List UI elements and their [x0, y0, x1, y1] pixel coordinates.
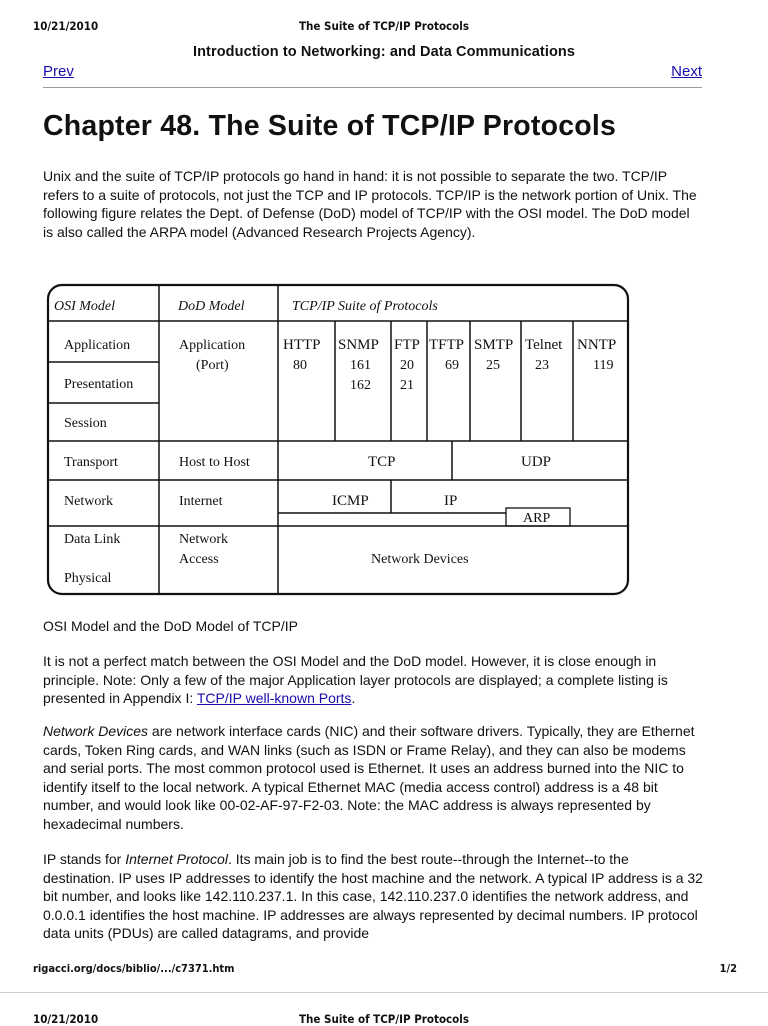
- osi-application: Application: [64, 338, 131, 353]
- proto-udp: UDP: [521, 454, 552, 470]
- dod-application: Application: [179, 338, 246, 353]
- proto-icmp: ICMP: [332, 493, 369, 509]
- paragraph-ip-lead: IP stands for: [43, 851, 126, 867]
- proto-arp: ARP: [523, 511, 551, 526]
- port-http: 80: [293, 358, 307, 373]
- prev-link[interactable]: Prev: [43, 63, 74, 80]
- port-snmp-2: 162: [350, 378, 371, 393]
- osi-network: Network: [64, 494, 113, 509]
- osi-transport: Transport: [64, 455, 118, 470]
- port-nntp: 119: [593, 358, 614, 373]
- header-divider: [43, 87, 702, 88]
- footer-page-number: 1/2: [719, 962, 737, 975]
- osi-session: Session: [64, 416, 107, 431]
- footer-url: rigacci.org/docs/biblio/.../c7371.htm: [33, 962, 235, 975]
- print-date: 10/21/2010: [33, 19, 99, 33]
- port-ftp-2: 21: [400, 378, 414, 393]
- next-link[interactable]: Next: [671, 63, 702, 80]
- header-tcpip-suite: TCP/IP Suite of Protocols: [292, 299, 438, 314]
- network-devices-label: Network Devices: [371, 552, 469, 567]
- proto-ip: IP: [444, 493, 458, 509]
- dod-network-access-line1: Network: [179, 532, 228, 547]
- port-snmp-1: 161: [350, 358, 371, 373]
- osi-dod-figure: [46, 283, 630, 596]
- port-tftp: 69: [445, 358, 459, 373]
- paragraph-network-devices-text: are network interface cards (NIC) and their software drivers. Typically, they are Ethernet cards, Token Ring cards, and WAN links (such as ISDN or Frame Relay), and they can also be modems and serial ports. The most common protocol used is Ethernet. It uses an address burned into the NIC to identify itself to the local network. A typical Ethernet MAC (media access control) address is a 48 bit number, and would look like 00-02-AF-97-F2-03. Note: the MAC address is always represented by hexadecimal numbers.: [43, 723, 695, 832]
- tcpip-well-known-ports-link[interactable]: TCP/IP well-known Ports: [196, 690, 352, 707]
- osi-physical: Physical: [64, 571, 112, 586]
- dod-application-port: (Port): [196, 358, 229, 373]
- osi-presentation: Presentation: [64, 377, 134, 392]
- proto-telnet: Telnet: [525, 337, 563, 353]
- book-title: Introduction to Networking: and Data Communications: [192, 44, 576, 60]
- proto-smtp: SMTP: [474, 337, 514, 353]
- dod-internet: Internet: [179, 494, 223, 509]
- osi-datalink: Data Link: [64, 532, 121, 547]
- term-network-devices: Network Devices: [43, 723, 149, 739]
- port-smtp: 25: [486, 358, 500, 373]
- port-telnet: 23: [535, 358, 549, 373]
- paragraph-appendix: [43, 652, 703, 708]
- print-title: The Suite of TCP/IP Protocols: [298, 19, 469, 33]
- header-dod-model: DoD Model: [178, 299, 245, 314]
- dod-network-access-line2: Access: [179, 552, 219, 567]
- port-ftp-1: 20: [400, 358, 414, 373]
- intro-paragraph: Unix and the suite of TCP/IP protocols go hand in hand: it is not possible to separate the two. TCP/IP refers to a suite of protocols, not just the TCP and IP protocols. TCP/IP is the network portion of Unix. The following figure relates the Dept. of Defense (DoD) model of TCP/IP with the OSI model. The DoD model is also called the ARPA model (Advanced Research Projects Agency).: [43, 168, 697, 240]
- dod-host-to-host: Host to Host: [179, 455, 250, 470]
- figure-caption: OSI Model and the DoD Model of TCP/IP: [43, 618, 298, 634]
- next-page-title: The Suite of TCP/IP Protocols: [298, 1012, 469, 1026]
- proto-nntp: NNTP: [577, 337, 617, 353]
- paragraph-appendix-end: .: [351, 690, 356, 707]
- proto-tcp: TCP: [368, 454, 396, 470]
- paragraph-appendix-text: It is not a perfect match between the OSI Model and the DoD model. However, it is close enough in principle. Note: Only a few of the major Application layer protocols are displayed; a complete listing is presented in Appendix I:: [43, 653, 668, 707]
- proto-snmp: SNMP: [338, 337, 379, 353]
- paragraph-ip: [43, 850, 703, 943]
- proto-ftp: FTP: [394, 337, 420, 353]
- proto-http: HTTP: [283, 337, 321, 353]
- paragraph-network-devices: [43, 722, 703, 834]
- proto-tftp: TFTP: [429, 337, 465, 353]
- page-separator: [0, 992, 768, 993]
- next-page-date: 10/21/2010: [33, 1012, 99, 1026]
- header-osi-model: OSI Model: [54, 299, 116, 314]
- term-internet-protocol: Internet Protocol: [125, 851, 228, 867]
- paragraph-ip-text: . Its main job is to find the best route--through the Internet--to the destination. IP uses IP addresses to identify the host machine and the network. A typical IP address is a 32 bit number, and looks like 142.110.237.1. In this case, 142.110.237.0 identifies the network address, and 0.0.0.1 identifies the host machine. IP addresses are always represented by decimal numbers. IP protocol data units (PDUs) are called datagrams, and provide: [43, 851, 703, 942]
- chapter-title: Chapter 48. The Suite of TCP/IP Protocols: [43, 110, 617, 142]
